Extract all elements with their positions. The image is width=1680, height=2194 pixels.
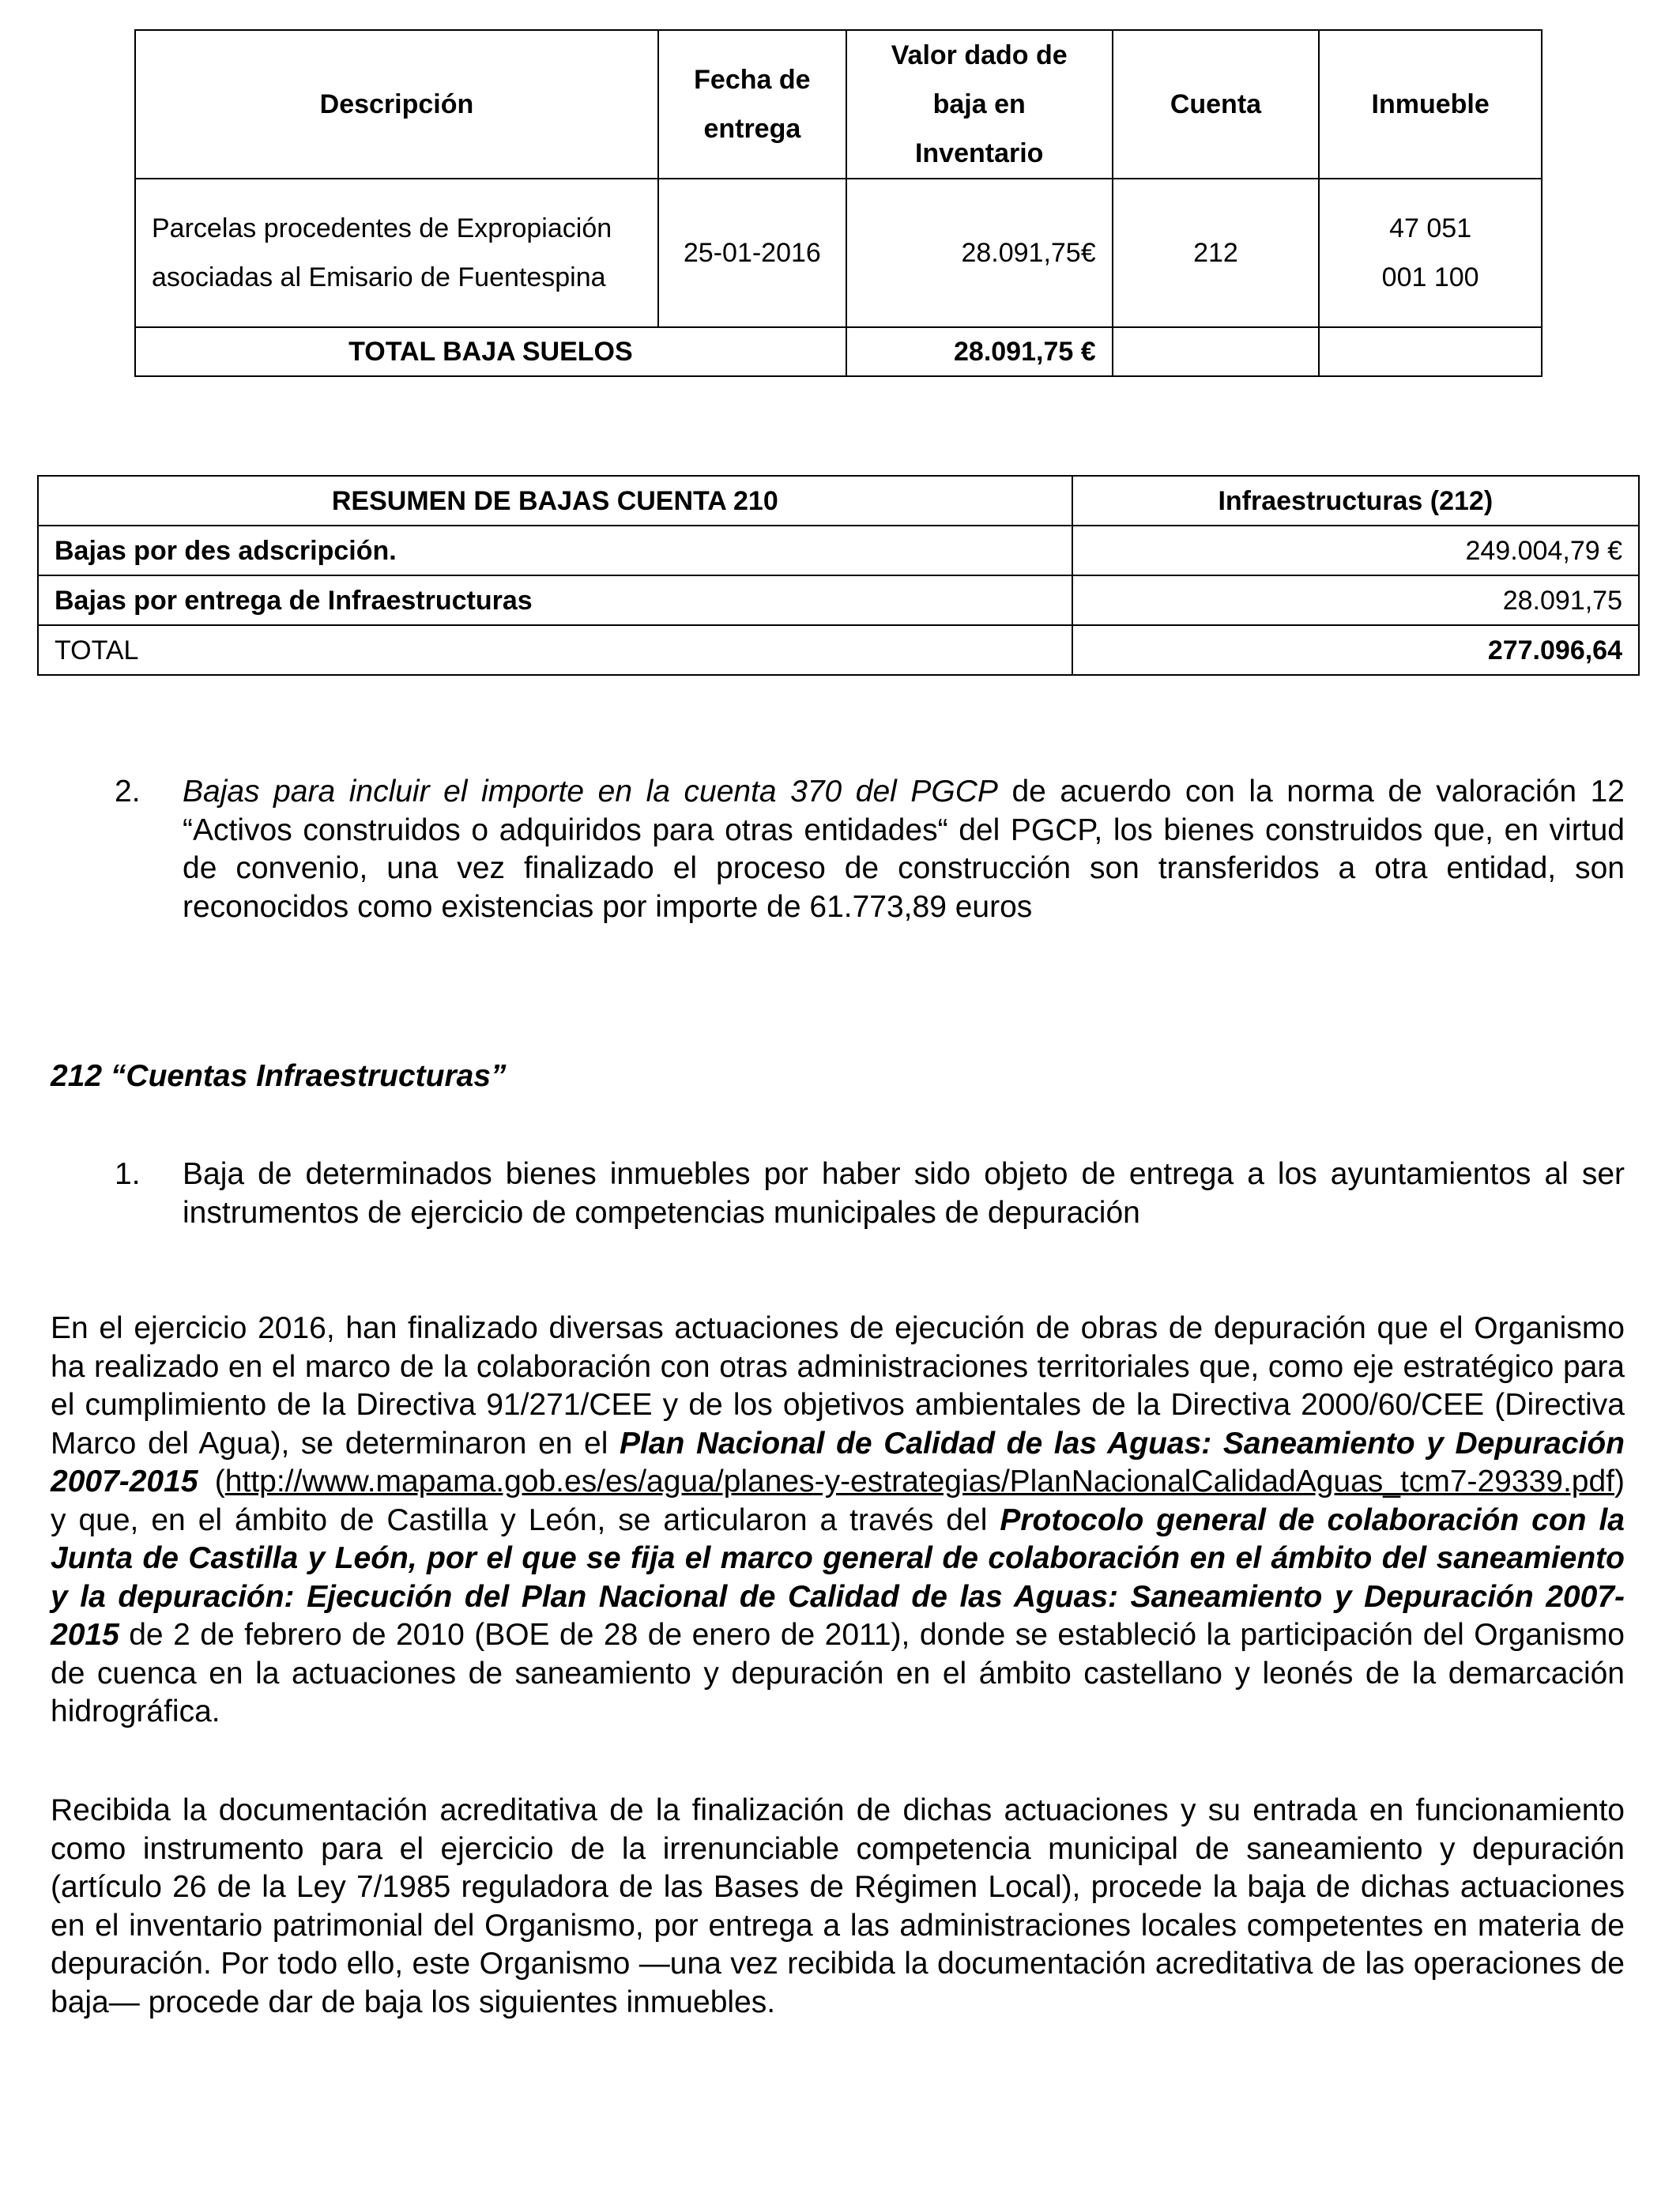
row-value: 249.004,79 € <box>1072 526 1639 575</box>
cell-cuenta: 212 <box>1113 179 1320 327</box>
cell-valor: 28.091,75€ <box>846 179 1113 327</box>
col-header-cuenta: Cuenta <box>1113 30 1320 179</box>
paragraph <box>51 1310 1625 1732</box>
table-row <box>135 179 1542 327</box>
table-row <box>38 625 1639 675</box>
item-text: Baja de determinados bienes inmuebles por haber sido objeto de entrega a los ayuntamientos al ser instrumentos de ejercicio de competencias municipales de depuración <box>183 1157 1625 1230</box>
total-value: 28.091,75 € <box>846 327 1113 376</box>
resumen-bajas-table <box>37 475 1640 676</box>
para-text: ( <box>198 1465 225 1498</box>
para-text: de 2 de febrero de 2010 (BOE de 28 de enero de 2011), donde se estableció la participación del Organismo de cuenca en la actuaciones de saneamiento y depuración en el ámbito castellano y leonés de la demarcación hidrográfica. <box>51 1618 1625 1728</box>
total-row <box>135 327 1542 376</box>
item-text: de acuerdo con la norma de valoración 12 “Activos construidos o adquiridos para otras entidades“ del PGCP, los bienes construidos que, en virtud de convenio, una vez finalizado el proceso de construcción son transferidos a otra entidad, son reconocidos como existencias por importe de 61.773,89 euros <box>183 775 1625 924</box>
table-header-row <box>38 476 1639 526</box>
para-text: ) y que, en el ámbito de Castilla y León, se articularon a través del <box>51 1465 1625 1537</box>
bajas-suelos-table <box>134 29 1543 377</box>
para-text: En el ejercicio 2016, han finalizado diversas actuaciones de ejecución de obras de depuración que el Organismo ha realizado en el marco de la colaboración con otras administraciones territoriales que, como eje estratégico para el cumplimiento de la Directiva 91/271/CEE y de los objetivos ambientales de la Directiva 2000/60/CEE (Directiva Marco del Agua), se determinaron en el <box>51 1311 1625 1461</box>
table-row <box>38 526 1639 575</box>
cell-fecha: 25-01-2016 <box>658 179 846 327</box>
list-number: 2. <box>115 775 141 809</box>
row-label: TOTAL <box>38 625 1072 675</box>
list-item-2 <box>183 773 1625 926</box>
row-value: 277.096,64 <box>1072 625 1639 675</box>
row-label: Bajas por entrega de Infraestructuras <box>38 575 1072 625</box>
list-number: 1. <box>115 1157 141 1191</box>
col-header-descripcion: Descripción <box>135 30 658 179</box>
paragraph: Recibida la documentación acreditativa de la finalización de dichas actuaciones y su entrada en funcionamiento como instrumento para el ejercicio de la irrenunciable competencia municipal de saneamiento y depuración (artículo 26 de la Ley 7/1985 reguladora de las Bases de Régimen Local), procede la baja de dichas actuaciones en el inventario patrimonial del Organismo, por entrega a las administraciones locales competentes en materia de depuración. Por todo ello, este Organismo —una vez recibida la documentación acreditativa de las operaciones de baja— procede dar de baja los siguientes inmuebles. <box>51 1793 1625 2019</box>
empty-cell <box>1113 327 1320 376</box>
cell-inmueble: 47 051 001 100 <box>1319 179 1542 327</box>
col-header-inmueble: Inmueble <box>1319 30 1542 179</box>
table-header-row <box>135 30 1542 179</box>
empty-cell <box>1319 327 1542 376</box>
total-label: TOTAL BAJA SUELOS <box>135 327 846 376</box>
infraestructuras-header: Infraestructuras (212) <box>1072 476 1639 526</box>
cell-descripcion: Parcelas procedentes de Expropiación asociadas al Emisario de Fuentespina <box>135 179 658 327</box>
plan-nacional-link[interactable]: http://www.mapama.gob.es/es/agua/planes-y-estrategias/PlanNacionalCalidadAguas_tcm7-29339.pdf <box>224 1465 1614 1498</box>
col-header-fecha: Fecha de entrega <box>658 30 846 179</box>
plan-nacional-title: Plan Nacional de Calidad de las Aguas: Saneamiento y Depuración 2007-2015 <box>51 1426 1625 1498</box>
table-row <box>38 575 1639 625</box>
row-value: 28.091,75 <box>1072 575 1639 625</box>
list-item-1 <box>183 1155 1625 1232</box>
resumen-header: RESUMEN DE BAJAS CUENTA 210 <box>38 476 1072 526</box>
italic-lead: Bajas para incluir el importe en la cuenta 370 del PGCP <box>183 775 998 809</box>
col-header-valor: Valor dado de baja en Inventario <box>846 30 1113 179</box>
protocolo-title: Protocolo general de colaboración con la Junta de Castilla y León, por el que se fija el marco general de colaboración en el ámbito del saneamiento y la depuración: Ejecución del Plan Nacional de Calidad de las Aguas: Saneamiento y Depuración 2007-2015 <box>51 1502 1625 1652</box>
row-label: Bajas por des adscripción. <box>38 526 1072 575</box>
section-heading: 212 “Cuentas Infraestructuras” <box>51 1059 507 1093</box>
